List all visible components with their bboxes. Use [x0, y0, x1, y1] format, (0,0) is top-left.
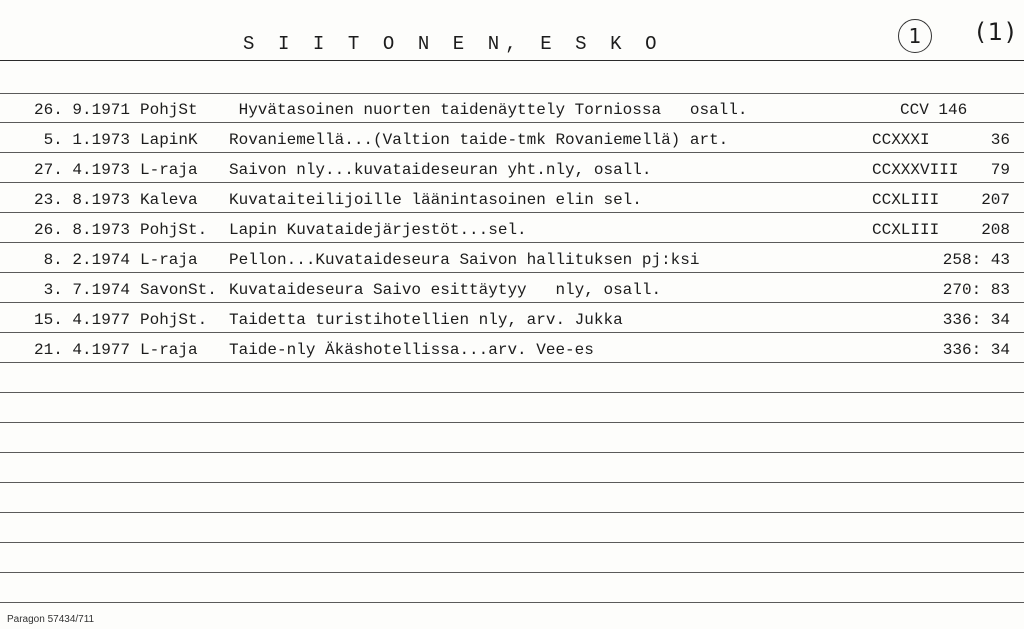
entry-reference: CCXXXI	[872, 131, 930, 149]
entry-number: 208	[981, 221, 1010, 239]
entry-date: 26. 9.1971	[33, 101, 130, 119]
card-footer-print: Paragon 57434/711	[7, 614, 95, 625]
entry-number: 207	[981, 191, 1010, 209]
entry-newspaper: PohjSt	[140, 101, 198, 119]
entry-date: 26. 8.1973	[33, 221, 130, 239]
entry-date: 23. 8.1973	[33, 191, 130, 209]
entry-row	[0, 182, 1024, 212]
entry-description: Hyvätasoinen nuorten taidenäyttely Torniossa osall.	[229, 101, 748, 119]
entry-row	[0, 122, 1024, 152]
entry-reference: CCV 146	[900, 101, 968, 119]
entry-description: Rovaniemellä...(Valtion taide-tmk Rovaniemellä) art.	[229, 131, 729, 149]
entry-row	[0, 152, 1024, 182]
entry-newspaper: L-raja	[140, 341, 198, 359]
circled-number: 1	[898, 19, 932, 53]
entry-row	[0, 272, 1024, 302]
ruled-line	[0, 452, 1024, 453]
entry-newspaper: PohjSt.	[140, 311, 208, 329]
entry-row	[0, 92, 1024, 122]
entry-newspaper: LapinK	[140, 131, 198, 149]
entry-description: Kuvataideseura Saivo esittäytyy nly, osall.	[229, 281, 662, 299]
entry-number: 270: 83	[942, 281, 1010, 299]
entry-date: 21. 4.1977	[33, 341, 130, 359]
ruled-line	[0, 392, 1024, 393]
entry-date: 8. 2.1974	[43, 251, 130, 269]
entry-date: 15. 4.1977	[33, 311, 130, 329]
entry-number: 336: 34	[942, 311, 1010, 329]
entry-description: Pellon...Kuvataideseura Saivon hallituksen pj:ksi	[229, 251, 700, 269]
entry-newspaper: Kaleva	[140, 191, 198, 209]
entry-row	[0, 212, 1024, 242]
entry-number: 79	[990, 161, 1010, 179]
entry-date: 5. 1.1973	[43, 131, 130, 149]
entry-reference: CCXLIII	[872, 221, 940, 239]
entry-number: 336: 34	[942, 341, 1010, 359]
ruled-line	[0, 572, 1024, 573]
ruled-line	[0, 482, 1024, 483]
entry-date: 3. 7.1974	[43, 281, 130, 299]
entry-newspaper: PohjSt.	[140, 221, 208, 239]
entry-reference: CCXXXVIII	[872, 161, 959, 179]
entry-newspaper: L-raja	[140, 161, 198, 179]
entry-row	[0, 242, 1024, 272]
entry-description: Taide-nly Äkäshotellissa...arv. Vee-es	[229, 341, 594, 359]
entry-row	[0, 302, 1024, 332]
entry-description: Taidetta turistihotellien nly, arv. Jukka	[229, 311, 623, 329]
parenthesized-number: (1)	[976, 18, 1018, 46]
ruled-line	[0, 422, 1024, 423]
entry-number: 258: 43	[942, 251, 1010, 269]
ruled-line	[0, 362, 1024, 363]
entry-description: Lapin Kuvataidejärjestöt...sel.	[229, 221, 527, 239]
entry-date: 27. 4.1973	[33, 161, 130, 179]
heading-rule	[0, 60, 1024, 61]
ruled-line	[0, 542, 1024, 543]
entry-row	[0, 332, 1024, 362]
entry-reference: CCXLIII	[872, 191, 940, 209]
ruled-line	[0, 602, 1024, 603]
entry-newspaper: L-raja	[140, 251, 198, 269]
ruled-line	[0, 512, 1024, 513]
entry-number: 36	[990, 131, 1010, 149]
entry-description: Kuvataiteilijoille läänintasoinen elin sel.	[229, 191, 642, 209]
card-name-heading: S I I T O N E N, E S K O	[243, 33, 663, 55]
entry-newspaper: SavonSt.	[140, 281, 217, 299]
entry-description: Saivon nly...kuvataideseuran yht.nly, osall.	[229, 161, 652, 179]
